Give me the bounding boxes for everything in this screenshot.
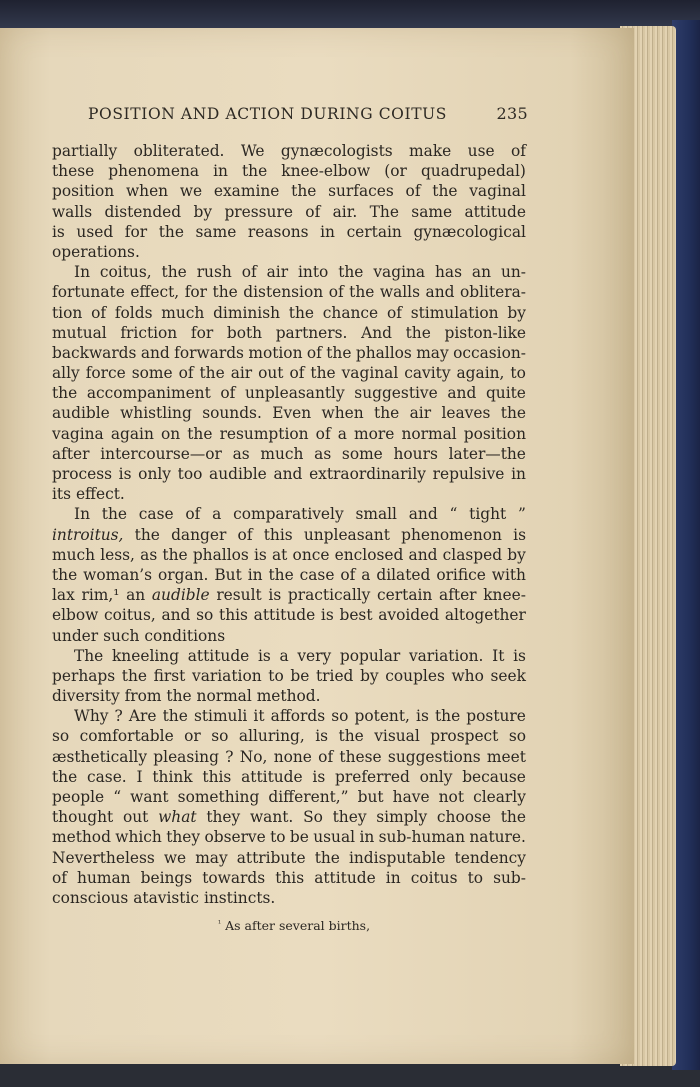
text-line: method which they observe to be usual in sub-human nature. bbox=[52, 828, 526, 847]
text-line: these phenomena in the knee-elbow (or quadrupedal) bbox=[52, 162, 526, 181]
text-line: elbow coitus, and so this attitude is best avoided altogether bbox=[52, 606, 526, 625]
text-line: In coitus, the rush of air into the vagina has an un- bbox=[74, 263, 526, 282]
text-line: position when we examine the surfaces of the vaginal bbox=[52, 182, 526, 201]
text-line: lax rim,¹ an audible result is practically certain after knee- bbox=[52, 586, 526, 605]
text-line: backwards and forwards motion of the phallos may occasion- bbox=[52, 343, 526, 362]
book-cover-spine bbox=[672, 20, 700, 1070]
text-line: In the case of a comparatively small and “ tight ” bbox=[74, 505, 526, 524]
text-line: thought out what they want. So they simply choose the bbox=[52, 808, 526, 827]
text-line: people “ want something different,” but have not clearly bbox=[52, 788, 526, 806]
text-line: tion of folds much diminish the chance of stimulation by bbox=[52, 303, 526, 322]
text-line: the accompaniment of unpleasantly suggestive and quite bbox=[52, 384, 526, 403]
running-header bbox=[88, 104, 528, 123]
text-line: mutual friction for both partners. And the piston-like bbox=[52, 323, 526, 342]
text-line: Nevertheless we may attribute the indisputable tendency bbox=[52, 848, 526, 867]
text-line: the woman’s organ. But in the case of a dilated orifice with bbox=[52, 565, 526, 584]
text-line: walls distended by pressure of air. The same attitude bbox=[52, 202, 526, 221]
page-number: 235 bbox=[496, 104, 528, 123]
text-line: æsthetically pleasing ? No, none of these suggestions meet bbox=[52, 747, 526, 766]
text-line: ally force some of the air out of the vaginal cavity again, to bbox=[52, 364, 526, 383]
text-line: vagina again on the resumption of a more normal position bbox=[52, 424, 526, 443]
text-line: process is only too audible and extraordinarily repulsive in bbox=[52, 465, 526, 483]
footnote-text: As after several births, bbox=[225, 918, 371, 933]
text-line: the case. I think this attitude is preferred only because bbox=[52, 767, 526, 786]
text-line: so comfortable or so alluring, is the visual prospect so bbox=[52, 727, 526, 746]
text-line: is used for the same reasons in certain gynæcological bbox=[52, 222, 526, 241]
text-line: operations. bbox=[52, 242, 140, 261]
text-line: perhaps the first variation to be tried by couples who seek bbox=[52, 666, 526, 685]
text-line: conscious atavistic instincts. bbox=[52, 888, 276, 907]
text-line: under such conditions bbox=[52, 626, 226, 645]
running-title: POSITION AND ACTION DURING COITUS bbox=[88, 105, 448, 123]
text-line: partially obliterated. We gynæcologists make use of bbox=[52, 142, 526, 160]
text-line: fortunate effect, for the distension of the walls and oblitera- bbox=[52, 283, 526, 302]
text-line: Why ? Are the stimuli it affords so potent, is the posture bbox=[74, 707, 526, 726]
text-line: much less, as the phallos is at once enclosed and clasped by bbox=[52, 545, 526, 564]
text-line: its effect. bbox=[52, 485, 125, 504]
text-line: The kneeling attitude is a very popular variation. It is bbox=[74, 646, 526, 665]
body-text bbox=[52, 141, 526, 908]
text-line: of human beings towards this attitude in coitus to sub- bbox=[52, 868, 526, 887]
text-line: after intercourse—or as much as some hours later—the bbox=[52, 444, 526, 463]
text-line: introitus, the danger of this unpleasant phenomenon is bbox=[52, 525, 526, 544]
text-line: audible whistling sounds. Even when the air leaves the bbox=[52, 404, 526, 423]
footnote bbox=[218, 918, 370, 933]
text-line: diversity from the normal method. bbox=[52, 687, 321, 706]
footnote-marker: ¹ bbox=[218, 918, 222, 928]
